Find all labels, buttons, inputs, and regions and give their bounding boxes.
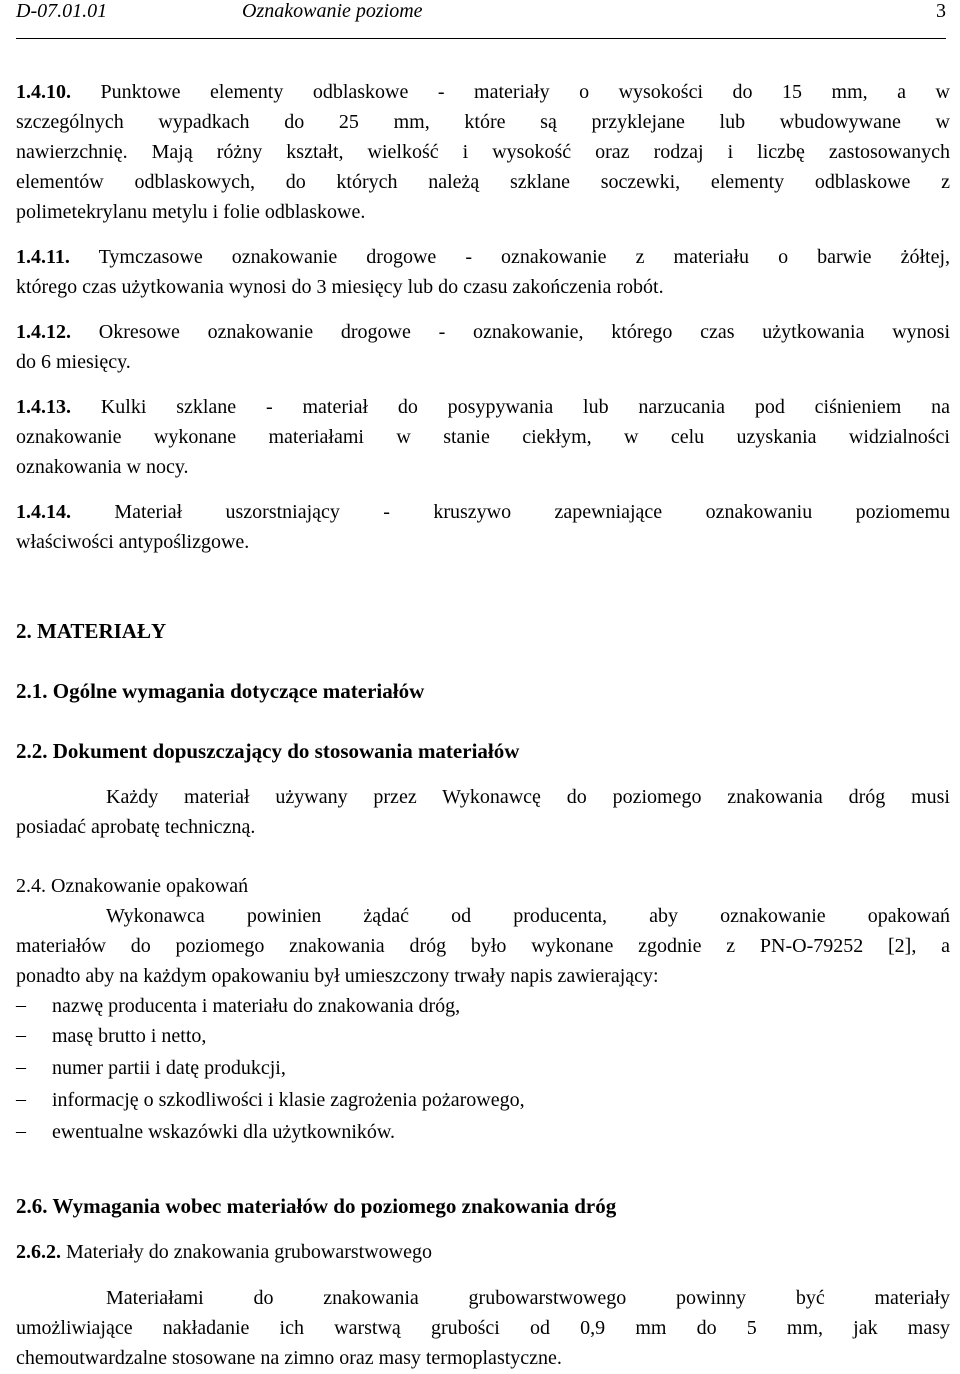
def-number: 1.4.12.: [16, 321, 71, 343]
def-1-4-13-line-1: [16, 395, 950, 419]
section-2-6-2-line-3: chemoutwardzalne stosowane na zimno oraz masy termoplastyczne.: [16, 1347, 562, 1369]
dash-bullet-icon: –: [16, 1056, 26, 1078]
section-2-4-line-1: Wykonawca powinien żądać od producenta, aby oznakowanie opakowań: [106, 905, 950, 927]
dash-bullet-icon: –: [16, 1120, 26, 1142]
def-text: Okresowe oznakowanie drogowe - oznakowanie, którego czas użytkowania wynosi: [98, 321, 951, 343]
def-text: Kulki szklane - materiał do posypywania lub narzucania pod ciśnieniem na: [100, 396, 950, 418]
section-2-2-heading: 2.2. Dokument dopuszczający do stosowania materiałów: [16, 739, 520, 763]
def-number: 1.4.11.: [16, 246, 70, 268]
def-text: Tymczasowe oznakowanie drogowe - oznakowanie z materiału o barwie żółtej,: [98, 246, 951, 268]
page-header: [16, 0, 946, 39]
list-item: masę brutto i netto,: [52, 1025, 207, 1047]
def-1-4-14-line-2: właściwości antypoślizgowe.: [16, 531, 250, 553]
def-1-4-10-line-3: nawierzchnię. Mają różny kształt, wielkość i wysokość oraz rodzaj i liczbę zastosowanych: [16, 141, 950, 163]
section-2-4-line-3: ponadto aby na każdym opakowaniu był umieszczony trwały napis zawierający:: [16, 965, 659, 987]
section-2-6-2-heading: [16, 1240, 950, 1264]
list-item: nazwę producenta i materiału do znakowania dróg,: [52, 995, 461, 1017]
section-2-1-heading: 2.1. Ogólne wymagania dotyczące materiałów: [16, 679, 425, 703]
section-2-6-heading: 2.6. Wymagania wobec materiałów do poziomego znakowania dróg: [16, 1194, 617, 1218]
def-1-4-14-line-1: [16, 500, 950, 524]
def-1-4-10-line-2: szczególnych wypadkach do 25 mm, które są przyklejane lub wbudowywane w: [16, 111, 950, 133]
def-1-4-10-line-1: [16, 80, 950, 104]
section-2-6-2-line-2: umożliwiające nakładanie ich warstwą grubości od 0,9 mm do 5 mm, jak masy: [16, 1317, 950, 1339]
section-2-4-heading: 2.4. Oznakowanie opakowań: [16, 875, 249, 897]
document-code: D-07.01.01: [16, 0, 108, 22]
dash-bullet-icon: –: [16, 994, 26, 1016]
subsection-number: 2.6.2.: [16, 1241, 61, 1263]
section-2-6-2-line-1: Materiałami do znakowania grubowarstwowego powinny być materiały: [106, 1287, 950, 1309]
def-text: Materiał uszorstniający - kruszywo zapewniające oznakowaniu poziomemu: [114, 501, 951, 523]
def-1-4-13-line-2: oznakowanie wykonane materiałami w stanie ciekłym, w celu uzyskania widzialności: [16, 426, 950, 448]
def-number: 1.4.10.: [16, 81, 71, 103]
def-1-4-12-line-2: do 6 miesięcy.: [16, 351, 131, 373]
section-2-2-line-2: posiadać aprobatę techniczną.: [16, 816, 256, 838]
def-1-4-12-line-1: [16, 320, 950, 344]
def-1-4-11-line-2: którego czas użytkowania wynosi do 3 miesięcy lub do czasu zakończenia robót.: [16, 276, 664, 298]
def-number: 1.4.13.: [16, 396, 71, 418]
def-1-4-10-line-4: elementów odblaskowych, do których należą szklane soczewki, elementy odblaskowe z: [16, 171, 950, 193]
dash-bullet-icon: –: [16, 1088, 26, 1110]
def-number: 1.4.14.: [16, 501, 71, 523]
def-1-4-11-line-1: [16, 245, 950, 269]
subsection-title: Materiały do znakowania grubowarstwowego: [66, 1241, 432, 1263]
page-number: 3: [936, 0, 946, 22]
def-1-4-10-line-5: polimetekrylanu metylu i folie odblaskowe.: [16, 201, 366, 223]
def-text: Punktowe elementy odblaskowe - materiały o wysokości do 15 mm, a w: [100, 81, 950, 103]
section-2-heading: 2. MATERIAŁY: [16, 619, 167, 643]
dash-bullet-icon: –: [16, 1024, 26, 1046]
section-2-4-line-2: materiałów do poziomego znakowania dróg było wykonane zgodnie z PN-O-79252 [2], a: [16, 935, 950, 957]
list-item: informację o szkodliwości i klasie zagrożenia pożarowego,: [52, 1089, 525, 1111]
document-title: Oznakowanie poziome: [242, 0, 423, 22]
list-item: numer partii i datę produkcji,: [52, 1057, 286, 1079]
list-item: ewentualne wskazówki dla użytkowników.: [52, 1121, 396, 1143]
def-1-4-13-line-3: oznakowania w nocy.: [16, 456, 189, 478]
section-2-2-line-1: Każdy materiał używany przez Wykonawcę do poziomego znakowania dróg musi: [106, 786, 950, 808]
